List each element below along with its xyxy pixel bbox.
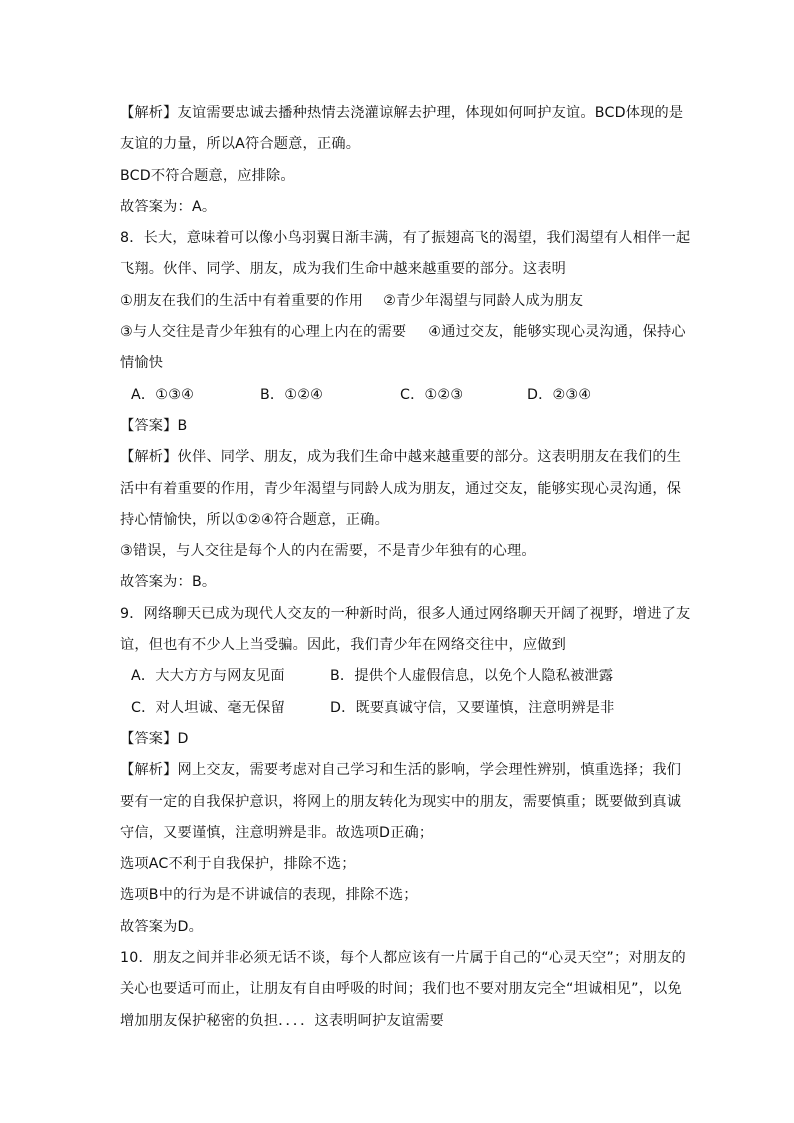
q8-statement-4-continued: 情愉快 [120,355,164,372]
q9-stem-line-2: 谊，但也有不少人上当受骗。因此，我们青少年在网络交往中，应做到 [120,637,567,654]
q8-analysis-line-1: 【解析】伙伴、同学、朋友，成为我们生命中越来越重要的部分。这表明朋友在我们的生 [120,449,682,466]
q7-analysis-line-1: 【解析】友谊需要忠诚去播种热情去浇灌谅解去护理，体现如何呵护友谊。BCD体现的是 [120,105,684,121]
q8-conclusion: 故答案为：B。 [120,574,217,591]
q8-analysis-line-2: 活中有着重要的作用，青少年渴望与同龄人成为朋友，通过交友，能够实现心灵沟通，保 [120,480,682,497]
q8-stem-line-2: 飞翔。伙伴、同学、朋友，成为我们生命中越来越重要的部分。这表明 [120,261,567,278]
q9-option-b[interactable]: B．提供个人虚假信息，以免个人隐私被泄露 [330,668,614,685]
q9-analysis-line-3: 守信，又要谨慎，注意明辨是非。故选项D正确； [120,824,434,841]
q8-option-c[interactable]: C．①②③ [400,386,464,403]
q9-answer: 【答案】D [120,730,189,747]
q8-option-b[interactable]: B．①②④ [260,386,324,403]
document-content [120,98,691,1037]
q8-statement-3: ③与人交往是青少年独有的心理上内在的需要 [120,324,407,341]
q9-option-a[interactable]: A．大大方方与网友见面 [131,668,285,685]
q9-analysis-line-5: 选项B中的行为是不讲诚信的表现，排除不选； [120,887,418,904]
q9-options-row-2 [120,693,680,724]
q8-statements-row-2 [120,317,686,348]
q10-stem-line-2: 关心也要适可而止，让朋友有自由呼吸的时间；我们也不要对朋友完全“坦诚相见”，以免 [120,981,682,998]
q8-stem-line-1: 8．长大，意味着可以像小鸟羽翼日渐丰满，有了振翅高飞的渴望，我们渴望有人相伴一起 [120,230,691,247]
q7-conclusion: 故答案为：A。 [120,198,217,215]
q8-option-a[interactable]: A．①③④ [131,386,195,403]
q8-analysis-line-3: 持心情愉快，所以①②④符合题意，正确。 [120,511,389,528]
q8-option-d[interactable]: D．②③④ [527,386,592,403]
q7-analysis-line-2: 友谊的力量，所以A符合题意，正确。 [120,136,361,153]
q9-analysis-line-4: 选项AC不利于自我保护，排除不选； [120,856,356,873]
q9-stem-line-1: 9．网络聊天已成为现代人交友的一种新时尚，很多人通过网络聊天开阔了视野，增进了友 [120,605,691,622]
q8-options [120,380,680,411]
q9-conclusion: 故答案为D。 [120,918,204,935]
q8-analysis-line-4: ③错误，与人交往是每个人的内在需要，不是青少年独有的心理。 [120,543,536,560]
q8-answer: 【答案】B [120,417,188,434]
q9-analysis-line-2: 要有一定的自我保护意识，将网上的朋友转化为现实中的朋友，需要慎重；既要做到真诚 [120,793,682,810]
q8-statement-1: ①朋友在我们的生活中有着重要的作用 [120,292,364,309]
q8-statements-row-1 [120,286,680,317]
q9-option-c[interactable]: C．对人坦诚、毫无保留 [131,699,285,716]
q8-statement-4: ④通过交友，能够实现心灵沟通，保持心 [428,324,686,341]
q8-statement-2: ②青少年渴望与同龄人成为朋友 [383,292,584,309]
q7-analysis-line-3: BCD不符合题意，应排除。 [120,167,295,184]
q9-option-d[interactable]: D．既要真诚守信，又要谨慎，注意明辨是非 [330,699,615,716]
q9-options-row-1 [120,661,680,692]
q10-stem-line-1: 10．朋友之间并非必须无话不谈，每个人都应该有一片属于自己的“心灵天空”；对朋友的 [120,950,686,967]
q10-stem-line-3: 增加朋友保护秘密的负担．．．．这表明呵护友谊需要 [120,1012,445,1029]
q9-analysis-line-1: 【解析】网上交友，需要考虑对自己学习和生活的影响，学会理性辨别，慎重选择；我们 [120,762,682,779]
